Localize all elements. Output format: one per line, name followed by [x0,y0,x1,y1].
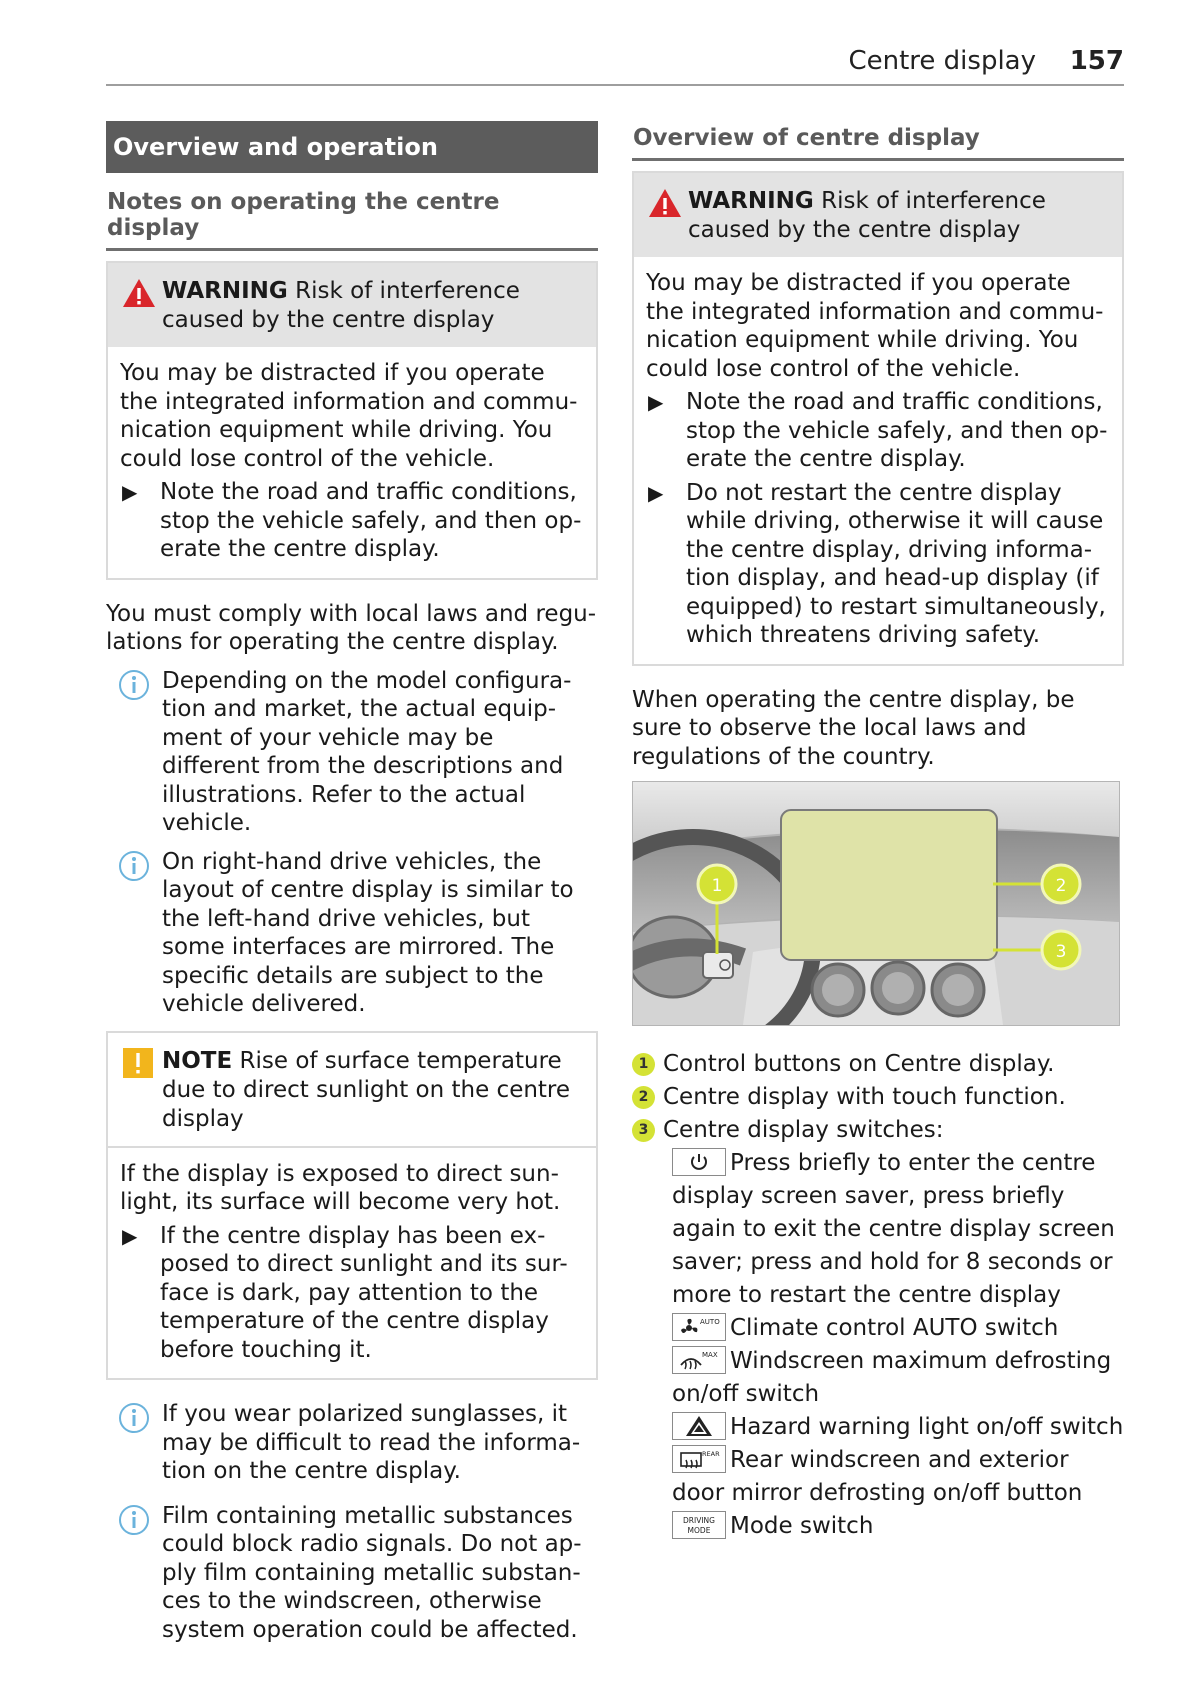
arrow-bullet-icon: ▶ [648,390,664,414]
page-number: 157 [1069,46,1124,76]
air-vents [812,962,984,1016]
note-bullet: ▶ If the centre display has been ex-posed to direct sunlight and its sur-face is dark, pay attention to the temperature of the centre display before touching it. [122,1222,568,1363]
callout-3 [1042,931,1080,969]
legend-item: 2 Centre display with touch function. [632,1081,1124,1114]
legend-number-badge: 3 [632,1119,655,1142]
defrost-max-icon [672,1346,726,1374]
switch-list [632,1147,1124,1543]
hazard-icon [672,1412,726,1440]
section-title: Centre display [848,46,1036,76]
legend-number-badge: 2 [632,1086,655,1109]
callout-1 [698,865,736,903]
centre-display-figure [632,781,1120,1026]
svg-text:MAX: MAX [702,1350,718,1359]
note-body [108,1148,596,1379]
warning-header [108,263,596,347]
warning-bullet: ▶ Note the road and traffic conditions, stop the vehicle safely, and then op-erate the centre display. [648,389,1108,472]
warning-header [634,173,1122,257]
arrow-bullet-icon: ▶ [648,480,664,505]
svg-text:REAR: REAR [702,1449,720,1458]
note-exclamation-icon [122,1047,156,1079]
svg-text:3: 3 [1055,942,1067,962]
warning-triangle-icon [122,277,156,309]
legend-item: 3 Centre display switches: [632,1114,1124,1147]
warning-box [632,171,1124,666]
warning-keyword: WARNING [688,188,814,214]
warning-box [106,261,598,580]
warning-bullet: ▶ Do not restart the centre display while driving, otherwise it will cause the centre display, driving informa-tion display, and head-up display (if equipped) to restart simultaneously, which threatens driving safety. [648,479,1106,648]
warning-bullet: ▶ Note the road and traffic conditions, stop the vehicle safely, and then op-erate the centre display. [122,479,582,562]
note-title: Rise of surface temperature due to direct sunlight on the centre display [162,1047,571,1132]
body-paragraph: You must comply with local laws and regu-lations for operating the centre display. [106,600,597,655]
legend-item: 1 Control buttons on Centre display. [632,1048,1124,1081]
mode-icon [672,1511,726,1539]
switch-item-defrost-max: MAX Windscreen maximum defrosting on/off switch [632,1345,1124,1411]
body-paragraph: When operating the centre display, be sure to observe the local laws and regulations of the country. [632,686,1075,770]
info-icon [118,669,150,701]
chapter-band: Overview and operation [106,121,598,173]
info-icon [118,850,150,882]
svg-text:DRIVING: DRIVING [683,1515,715,1525]
power-icon [672,1148,726,1176]
dashboard-illustration [633,782,1119,1025]
section-subhead: Notes on operating the centre display [106,179,598,251]
info-note: Film containing metallic substances could block radio signals. Do not ap-ply film containing metallic substan-ces to the windscreen, otherwise system operation could be affected. [106,1502,598,1645]
info-icon [118,1504,150,1536]
svg-text:1: 1 [711,876,723,896]
fan-auto-icon [672,1313,726,1341]
info-note: On right-hand drive vehicles, the layout of centre display is similar to the left-hand drive vehicles, but some interfaces are mirrored. The specific details are subject to the vehicle delivered. [106,848,598,1019]
svg-text:AUTO: AUTO [700,1317,720,1326]
rear-defrost-icon [672,1445,726,1473]
switch-item-auto: AUTO Climate control AUTO switch [632,1312,1124,1345]
figure-legend [632,1048,1124,1147]
info-note: Depending on the model configura-tion and market, the actual equip-ment of your vehicle may be different from the descriptions and illustrations. Refer to the actual vehicle. [106,667,598,838]
control-buttons [703,952,733,978]
switch-item-rear-defrost: REAR Rear windscreen and exterior door mirror defrosting on/off button [632,1444,1124,1510]
note-text: If the display is exposed to direct sun-light, its surface will become very hot. [120,1160,561,1215]
svg-text:2: 2 [1055,876,1067,896]
switch-item-hazard: Hazard warning light on/off switch [632,1411,1124,1444]
section-subhead: Overview of centre display [632,121,1124,161]
note-header [108,1033,596,1148]
switch-item-mode: DRIVING MODE Mode switch [632,1510,1124,1543]
arrow-bullet-icon: ▶ [122,1223,138,1248]
warning-text: You may be distracted if you operate the integrated information and commu-nication equipment while driving. You could lose control of the vehicle. [646,270,1104,382]
warning-keyword: WARNING [162,278,288,304]
note-box [106,1031,598,1381]
left-column [106,121,598,1644]
warning-body [634,257,1122,664]
right-column [632,121,1124,1543]
note-keyword: NOTE [162,1047,233,1074]
warning-text: You may be distracted if you operate the integrated information and commu-nication equipment while driving. You could lose control of the vehicle. [120,360,578,472]
warning-body [108,347,596,578]
legend-number-badge: 1 [632,1053,655,1076]
page-header [106,40,1124,86]
warning-title: Risk of interference caused by the centre display [688,188,1046,243]
switch-item-power: Press briefly to enter the centre display screen saver, press briefly again to exit the centre display screen saver; press and hold for 8 seconds or more to restart the centre display [632,1147,1124,1312]
info-icon [118,1402,150,1434]
warning-triangle-icon [648,187,682,219]
svg-text:MODE: MODE [687,1525,711,1535]
centre-display-screen [781,810,997,960]
callout-2 [1042,865,1080,903]
arrow-bullet-icon: ▶ [122,480,138,504]
info-note: If you wear polarized sunglasses, it may be difficult to read the informa-tion on the centre display. [106,1400,598,1486]
warning-title: Risk of interference caused by the centre display [162,278,520,333]
